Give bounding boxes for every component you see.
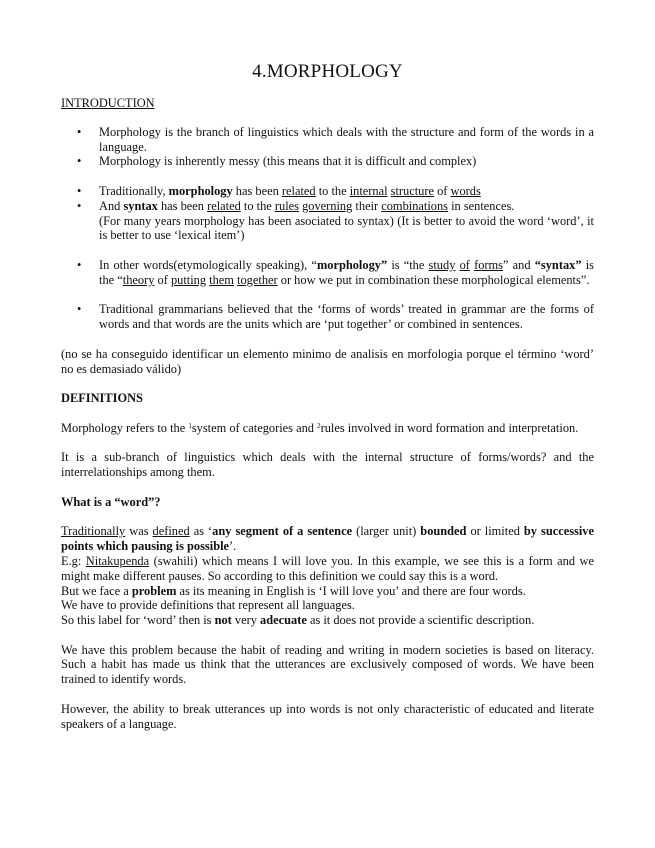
bullet-item-6: • Traditional grammarians believed that the ‘forms of words’ treated in grammar are the forms of words and that words are the units which are ‘put together’ or combined in sentences.: [61, 302, 594, 332]
word-definition-paragraph: Traditionally was defined as ‘any segment of a sentence (larger unit) bounded or limited by successive points which pausing is possible’.: [61, 524, 594, 554]
provide-line: We have to provide definitions that represent all languages.: [61, 598, 355, 613]
bullet-item-1: • Morphology is the branch of linguistics which deals with the structure and form of the words in a language.: [61, 125, 594, 155]
introduction-bullet-list-3: [61, 258, 594, 288]
label-line: So this label for ‘word’ then is not very adecuate as it does not provide a scientific description.: [61, 613, 535, 628]
word-heading: What is a “word”?: [61, 494, 161, 509]
bullet-item-5: • In other words(etymologically speaking), “morphology” is “the study of forms” and “syntax” is the “theory of putting them together or how we put in combination these morphological elements”.: [61, 258, 594, 288]
bullet-note: (For many years morphology has been asociated to syntax) (It is better to avoid the word ‘word’, it is better to use ‘lexical item’): [99, 213, 594, 243]
bullet-item-4: • And syntax has been related to the rules governing their combinations in sentences. (For many years morphology has been asociated to syntax) (It is better to avoid the word ‘word’, it is better to use ‘lexical item’): [61, 199, 594, 243]
introduction-bullet-list-2: [61, 184, 594, 243]
introduction-bullet-list-4: [61, 302, 594, 332]
superscript-2: 2: [317, 421, 321, 430]
introduction-bullet-list: [61, 125, 594, 169]
habit-paragraph: We have this problem because the habit of reading and writing in modern societies is based on literacy. Such a habit has made us think that the utterances are exclusively composed of words. We have been trained to identify words.: [61, 642, 594, 687]
spanish-note: (no se ha conseguido identificar un elemento minimo de analisis en morfologia porque el término ‘word’ no es demasiado válido): [61, 346, 594, 376]
page-title: 4.MORPHOLOGY: [252, 61, 403, 82]
example-paragraph: E.g: Nitakupenda (swahili) which means I will love you. In this example, we see this is a form and we might make different pauses. So according to this definition we could say this is a word.: [61, 553, 594, 583]
bullet-item-3: • Traditionally, morphology has been related to the internal structure of words: [61, 184, 594, 199]
definition-paragraph-1: Morphology refers to the $^1$system of categories and $^2$rules involved in word formation and interpretation.: [61, 420, 579, 435]
superscript-1: 1: [188, 421, 192, 430]
however-paragraph: However, the ability to break utterances up into words is not only characteristic of educated and literate speakers of a language.: [61, 701, 594, 731]
definition-paragraph-2: It is a sub-branch of linguistics which deals with the internal structure of forms/words? and the interrelationships among them.: [61, 450, 594, 480]
definitions-heading: DEFINITIONS: [61, 391, 143, 406]
problem-line: But we face a problem as its meaning in English is ‘I will love you’ and there are four words.: [61, 583, 526, 598]
introduction-heading: INTRODUCTION: [61, 96, 155, 110]
bullet-item-2: • Morphology is inherently messy (this means that it is difficult and complex): [61, 154, 594, 169]
